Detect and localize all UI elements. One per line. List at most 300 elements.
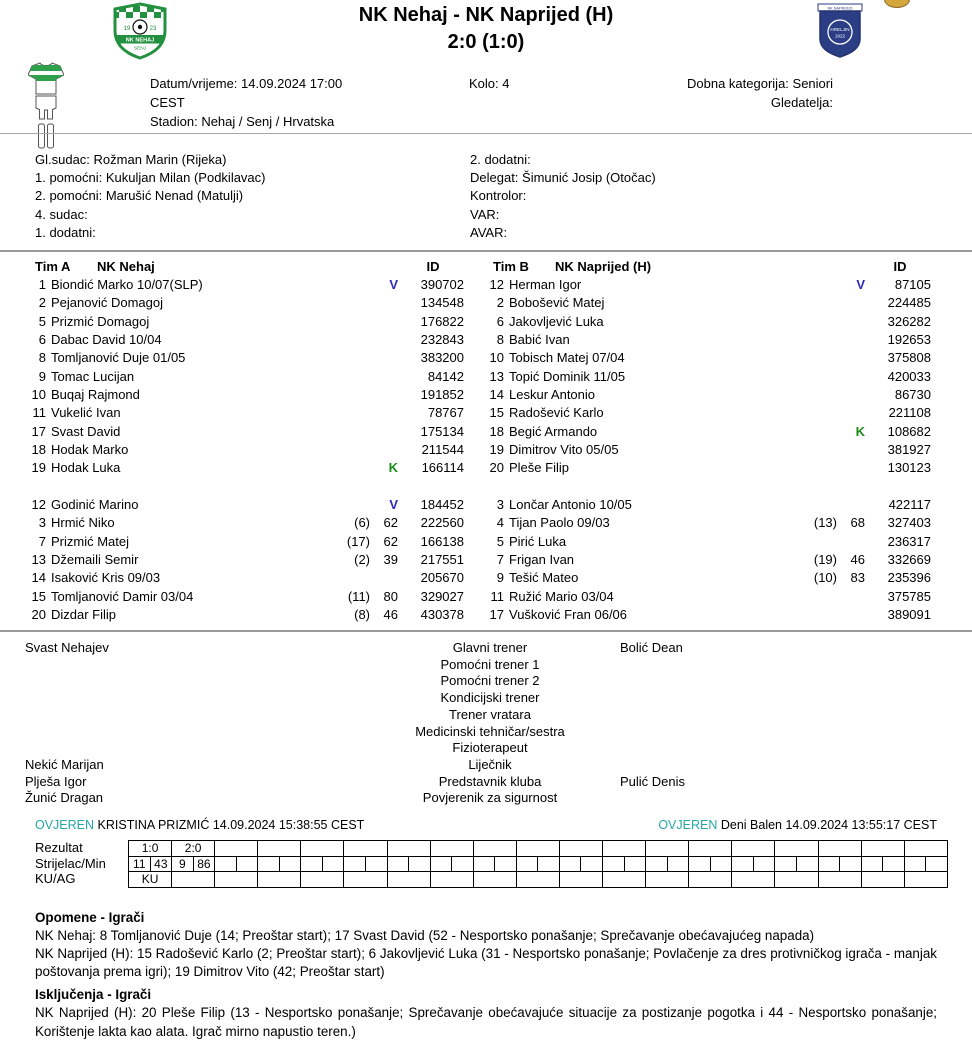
staff-name-away: Bolić Dean [620, 640, 683, 655]
kuag-cell [560, 872, 603, 888]
player-row [28, 276, 468, 294]
staff-role-label: Pomoćni trener 2 [440, 673, 540, 689]
player-name: Dizdar Filip [51, 606, 117, 622]
staff-role-label: Povjerenik za sigurnost [422, 790, 558, 806]
player-row [486, 569, 935, 587]
sub-minute [370, 404, 398, 422]
result-cell [862, 841, 905, 857]
result-cell [258, 841, 301, 857]
result-cell [474, 841, 517, 857]
result-cell [344, 841, 387, 857]
sub-minute [837, 404, 865, 422]
kuag-cell [775, 872, 818, 888]
player-number: 19 [31, 460, 46, 476]
sub-minute [837, 441, 865, 459]
sub-minute: 62 [383, 515, 398, 531]
official-line: 4. sudac: [35, 206, 88, 222]
sub-for-number [799, 606, 837, 624]
divider-line [0, 250, 972, 252]
scorer-minute-cell [409, 857, 431, 873]
sub-for-number [332, 459, 370, 477]
away-logo-place-text: HRELJIN [830, 27, 850, 32]
sub-minute [837, 313, 865, 331]
player-name: Vušković Fran 06/06 [509, 606, 628, 622]
player-number: 2 [496, 295, 504, 311]
home-logo-club-text: NK NEHAJ [125, 37, 155, 44]
player-id: 130123 [887, 460, 931, 476]
sub-for-number: (19) [813, 551, 837, 567]
staff-row [0, 673, 972, 690]
player-id: 217551 [420, 551, 464, 567]
player-name: Begić Armando [509, 423, 598, 439]
player-row [486, 459, 935, 477]
scorer-minute-cell: 11 [129, 857, 151, 873]
player-row [28, 551, 468, 569]
sub-for-number: (11) [347, 588, 370, 604]
player-id: 108682 [887, 423, 931, 439]
player-number: 6 [496, 313, 504, 329]
result-row-label: Rezultat [35, 840, 83, 855]
scorer-minute-cell [689, 857, 711, 873]
sub-minute [837, 294, 865, 312]
player-row [28, 386, 468, 404]
match-title: NK Nehaj - NK Naprijed (H) [358, 4, 614, 26]
kuag-cell [258, 872, 301, 888]
scorer-minute-cell [862, 857, 884, 873]
scorer-minute-cell [754, 857, 776, 873]
sub-minute [370, 569, 398, 587]
scorer-minute-cell: 9 [172, 857, 194, 873]
player-row [28, 533, 468, 551]
player-number: 15 [489, 405, 504, 421]
player-name: Frigan Ivan [509, 551, 575, 567]
player-name: Tomljanović Duje 01/05 [51, 350, 186, 366]
sub-minute [837, 459, 865, 477]
kuag-row-label: KU/AG [35, 871, 76, 887]
player-row [486, 294, 935, 312]
player-row [486, 331, 935, 349]
staff-row [0, 740, 972, 757]
home-kit-icon [28, 62, 64, 156]
player-row [28, 423, 468, 441]
captain-vice-badge: K [855, 423, 865, 439]
kuag-cell [301, 872, 344, 888]
sub-minute [370, 423, 398, 441]
sub-minute [837, 349, 865, 367]
player-id: 211544 [421, 441, 464, 457]
sub-minute [837, 386, 865, 404]
scorer-minute-cell [646, 857, 668, 873]
sub-minute [837, 533, 865, 551]
sub-minute [370, 294, 398, 312]
scorer-minute-cell [215, 857, 237, 873]
result-cell [215, 841, 258, 857]
player-number: 8 [38, 350, 46, 366]
sub-for-number [332, 276, 370, 294]
staff-role-label: Trener vratara [449, 706, 531, 722]
player-id: 86730 [894, 386, 931, 402]
kuag-cell [215, 872, 258, 888]
team-a-label: Tim A [35, 259, 71, 274]
sanctions-section [35, 909, 937, 1040]
sub-minute: 46 [383, 606, 398, 622]
player-row [486, 349, 935, 367]
staff-role-label: Glavni trener [452, 640, 528, 655]
kuag-cell [431, 872, 474, 888]
datetime-line2: CEST [150, 95, 185, 110]
sub-minute [837, 496, 865, 514]
sub-for-number [799, 276, 837, 294]
sub-for-number [332, 496, 370, 514]
player-number: 12 [489, 277, 504, 292]
age-category: Dobna kategorija: Seniori [687, 76, 833, 91]
player-row [486, 276, 935, 294]
result-cell [905, 841, 948, 857]
scorer-minute-cell [495, 857, 517, 873]
home-logo-year-right: 23 [149, 26, 157, 32]
player-row [486, 423, 935, 441]
player-number: 13 [489, 368, 504, 384]
player-name: Tomljanović Damir 03/04 [51, 588, 194, 604]
player-row [28, 441, 468, 459]
kuag-cell [172, 872, 215, 888]
player-number: 11 [490, 588, 504, 604]
staff-role-label: Medicinski tehničar/sestra [415, 723, 565, 739]
player-name: Vukelić Ivan [51, 405, 121, 421]
sub-for-number: (13) [813, 515, 837, 531]
player-id: 332669 [887, 551, 931, 567]
staff-name-home: Nekić Marijan [25, 757, 104, 773]
scorer-minute-cell [926, 857, 948, 873]
official-line: Delegat: Šimunić Josip (Otočac) [470, 170, 656, 186]
player-row [28, 294, 468, 312]
team-a-id-header: ID [426, 259, 440, 274]
datetime-line1: Datum/vrijeme: 14.09.2024 17:00 [150, 76, 343, 91]
sub-minute [370, 386, 398, 404]
player-name: Pleše Filip [509, 460, 569, 476]
player-row [28, 313, 468, 331]
player-number: 12 [31, 496, 46, 512]
player-row [28, 331, 468, 349]
staff-role-label: Kondicijski trener [440, 690, 540, 706]
player-id: 326282 [887, 313, 931, 329]
scorer-minute-cell [366, 857, 388, 873]
player-id: 184452 [420, 496, 464, 512]
match-score: 2:0 (1:0) [447, 31, 525, 53]
kuag-cell [603, 872, 646, 888]
sub-for-number [332, 441, 370, 459]
sub-for-number: (10) [813, 570, 837, 586]
team-b-subs [486, 496, 935, 624]
scorer-minute-cell [474, 857, 496, 873]
player-name: Tomac Lucijan [51, 368, 135, 384]
attendance-label: Gledatelja: [770, 95, 833, 110]
match-info-right [687, 74, 833, 112]
sub-for-number: (8) [354, 606, 370, 622]
player-id: 166114 [421, 460, 464, 476]
player-name: Tešić Mateo [509, 570, 579, 586]
player-id: 375808 [887, 350, 931, 366]
player-number: 15 [31, 588, 46, 604]
scorer-minute-cell [388, 857, 410, 873]
player-name: Dabac David 10/04 [51, 331, 162, 347]
player-name: Prizmić Matej [51, 533, 130, 549]
player-number: 18 [489, 423, 504, 439]
staff-row [0, 707, 972, 724]
result-table-grid [128, 840, 948, 888]
scorer-minute-cell: 43 [151, 857, 173, 873]
scorer-minute-cell [301, 857, 323, 873]
sub-minute: 80 [383, 588, 398, 604]
player-number: 5 [38, 313, 46, 329]
staff-row [0, 790, 972, 807]
sub-for-number: (17) [346, 533, 370, 549]
player-name: Leskur Antonio [509, 386, 596, 402]
result-cell [388, 841, 431, 857]
scorer-minute-cell [668, 857, 690, 873]
player-id: 422117 [888, 496, 931, 512]
staff-row [0, 757, 972, 774]
player-id: 420033 [887, 368, 931, 384]
player-number: 3 [496, 496, 504, 512]
scorer-minute-cell [625, 857, 647, 873]
sub-for-number [332, 331, 370, 349]
player-number: 7 [38, 533, 46, 549]
certified-by-right: Deni Balen 14.09.2024 13:55:17 CEST [720, 818, 937, 832]
officials-left-column [35, 151, 266, 242]
result-cell [732, 841, 775, 857]
scorer-minute-cell [452, 857, 474, 873]
player-number: 14 [31, 570, 46, 586]
sub-minute [837, 606, 865, 624]
player-number: 9 [38, 368, 46, 384]
team-a-subs [28, 496, 468, 624]
staff-name-home: Svast Nehajev [25, 640, 109, 655]
staff-row [0, 657, 972, 674]
scorer-minute-cell [732, 857, 754, 873]
staff-row [0, 774, 972, 791]
sub-for-number [799, 496, 837, 514]
expulsions-title: Isključenja - Igrači [35, 987, 152, 1003]
result-cell [603, 841, 646, 857]
player-name: Babić Ivan [509, 331, 570, 347]
match-info-left [150, 74, 360, 131]
player-number: 17 [489, 606, 504, 622]
player-row [28, 459, 468, 477]
result-cell [775, 841, 818, 857]
staff-role-label: Liječnik [468, 757, 512, 773]
result-cell [689, 841, 732, 857]
scorer-minute-cell [797, 857, 819, 873]
player-row [28, 606, 468, 624]
staff-name-away: Pulić Denis [620, 773, 686, 789]
sub-for-number [799, 588, 837, 606]
staff-name-home: Žunić Dragan [25, 790, 104, 806]
scorer-minute-cell [560, 857, 582, 873]
kuag-cell [517, 872, 560, 888]
kuag-cell [474, 872, 517, 888]
sub-for-number [799, 368, 837, 386]
certification-right [658, 818, 937, 832]
team-a-name: NK Nehaj [97, 259, 155, 274]
player-name: Džemaili Semir [51, 551, 139, 567]
player-id: 390702 [420, 277, 464, 292]
scorer-minute-cell [237, 857, 259, 873]
player-name: Lončar Antonio 10/05 [509, 496, 632, 512]
player-number: 10 [31, 386, 46, 402]
official-line: 1. dodatni: [35, 224, 96, 240]
scorer-minute-cell [280, 857, 302, 873]
kuag-cell [388, 872, 431, 888]
sub-for-number [332, 368, 370, 386]
staff-name-home: Plješa Igor [25, 773, 87, 789]
player-name: Biondić Marko 10/07(SLP) [51, 277, 203, 292]
sub-minute [370, 331, 398, 349]
sub-for-number [799, 423, 837, 441]
player-number: 11 [32, 405, 46, 421]
official-line: VAR: [470, 206, 500, 222]
official-line: 1. pomoćni: Kukuljan Milan (Podkilavac) [35, 170, 266, 186]
sub-for-number [332, 569, 370, 587]
player-row [28, 588, 468, 606]
player-id: 327403 [887, 515, 931, 531]
player-row [486, 588, 935, 606]
result-cell [646, 841, 689, 857]
sub-for-number [799, 533, 837, 551]
divider-line [0, 630, 972, 632]
player-id: 381927 [887, 441, 931, 457]
staff-section [0, 640, 972, 807]
player-id: 235396 [887, 570, 931, 586]
result-cell [819, 841, 862, 857]
sub-minute: 68 [850, 515, 865, 531]
player-id: 191852 [420, 386, 464, 402]
warning-line: NK Nehaj: 8 Tomljanović Duje (14; Preoštar start); 17 Svast David (52 - Nesportsko ponašanje; Sprečavanje obećavajućeg napada) [35, 928, 815, 944]
player-name: Hodak Luka [51, 460, 121, 476]
player-name: Hrmić Niko [51, 515, 115, 531]
warnings-list [35, 927, 937, 981]
player-name: Jakovljević Luka [509, 313, 604, 329]
player-name: Ružić Mario 03/04 [509, 588, 614, 604]
player-number: 4 [496, 515, 504, 531]
captain-vice-badge: V [389, 277, 398, 292]
sub-for-number [799, 441, 837, 459]
player-row [28, 496, 468, 514]
official-line: 2. pomoćni: Marušić Nenad (Matulji) [35, 188, 244, 204]
player-id: 166138 [420, 533, 464, 549]
player-row [486, 514, 935, 532]
captain-vice-badge: K [388, 460, 398, 476]
player-number: 1 [38, 277, 46, 292]
staff-row [0, 640, 972, 657]
staff-row [0, 690, 972, 707]
sub-minute: 46 [850, 551, 865, 567]
player-name: Isaković Kris 09/03 [51, 570, 161, 586]
away-logo-club-text: NK NAPRIJED [827, 6, 853, 11]
result-table-labels [35, 840, 106, 887]
player-row [486, 404, 935, 422]
scorer-minute-cell [819, 857, 841, 873]
scorer-minute-cell [840, 857, 862, 873]
expulsions-list [35, 1004, 937, 1040]
team-b-starters [486, 276, 935, 478]
sub-minute: 62 [383, 533, 398, 549]
player-row [486, 606, 935, 624]
scorer-minute-cell [883, 857, 905, 873]
sub-minute: 83 [850, 570, 865, 586]
player-id: 78767 [427, 405, 464, 421]
result-cell [560, 841, 603, 857]
player-id: 84142 [427, 368, 464, 384]
team-b-label: Tim B [493, 259, 529, 274]
warning-line: NK Naprijed (H): 15 Radošević Karlo (2; Preoštar start); 6 Jakovljević Luka (31 - Nesportsko ponašanje; Povlačenje za dres protivničkog igrača - manjak poštovanja prema igri); 19 Dimitrov Vito (42; Preoštar start) [35, 946, 937, 980]
sub-minute [370, 313, 398, 331]
sub-for-number [799, 404, 837, 422]
player-number: 10 [489, 350, 504, 366]
player-id: 87105 [894, 277, 931, 292]
player-id: 232843 [420, 331, 464, 347]
sub-for-number [332, 404, 370, 422]
sub-for-number [799, 331, 837, 349]
home-logo-year-left: 19 [123, 26, 131, 32]
scorer-minute-cell [581, 857, 603, 873]
player-id: 222560 [420, 515, 464, 531]
sub-for-number [332, 313, 370, 331]
player-number: 6 [38, 331, 46, 347]
player-id: 134548 [420, 295, 464, 311]
player-number: 2 [38, 295, 46, 311]
player-id: 383200 [420, 350, 464, 366]
player-number: 9 [496, 570, 504, 586]
sub-for-number [332, 423, 370, 441]
team-b-name: NK Naprijed (H) [555, 259, 652, 274]
team-b-roster [486, 257, 935, 624]
player-number: 14 [489, 386, 504, 402]
player-number: 20 [31, 606, 46, 622]
result-cell [431, 841, 474, 857]
sub-for-number [799, 294, 837, 312]
scorer-minute-cell [711, 857, 733, 873]
player-row [28, 368, 468, 386]
player-name: Hodak Marko [51, 441, 129, 457]
player-id: 236317 [887, 533, 931, 549]
player-id: 192653 [887, 331, 931, 347]
certification-left [35, 818, 364, 832]
kuag-cell [689, 872, 732, 888]
player-id: 389091 [887, 606, 931, 622]
player-name: Radošević Karlo [509, 405, 604, 421]
sub-minute: 39 [383, 551, 398, 567]
result-cell: 2:0 [172, 841, 215, 857]
player-number: 19 [489, 441, 504, 457]
scorer-minute-cell [517, 857, 539, 873]
player-row [28, 569, 468, 587]
player-row [486, 368, 935, 386]
scorer-minute-cell [344, 857, 366, 873]
player-name: Tobisch Matej 07/04 [509, 350, 625, 366]
warnings-title: Opomene - Igrači [35, 910, 145, 925]
player-name: Buqaj Rajmond [51, 386, 140, 402]
player-id: 430378 [420, 606, 464, 622]
player-row [486, 441, 935, 459]
player-name: Prizmić Domagoj [51, 313, 150, 329]
sub-for-number [332, 386, 370, 404]
player-name: Tijan Paolo 09/03 [509, 515, 610, 531]
sub-minute [370, 349, 398, 367]
sub-for-number [799, 313, 837, 331]
player-id: 375785 [887, 588, 931, 604]
stadium-line: Stadion: Nehaj / Senj / Hrvatska [150, 114, 335, 129]
